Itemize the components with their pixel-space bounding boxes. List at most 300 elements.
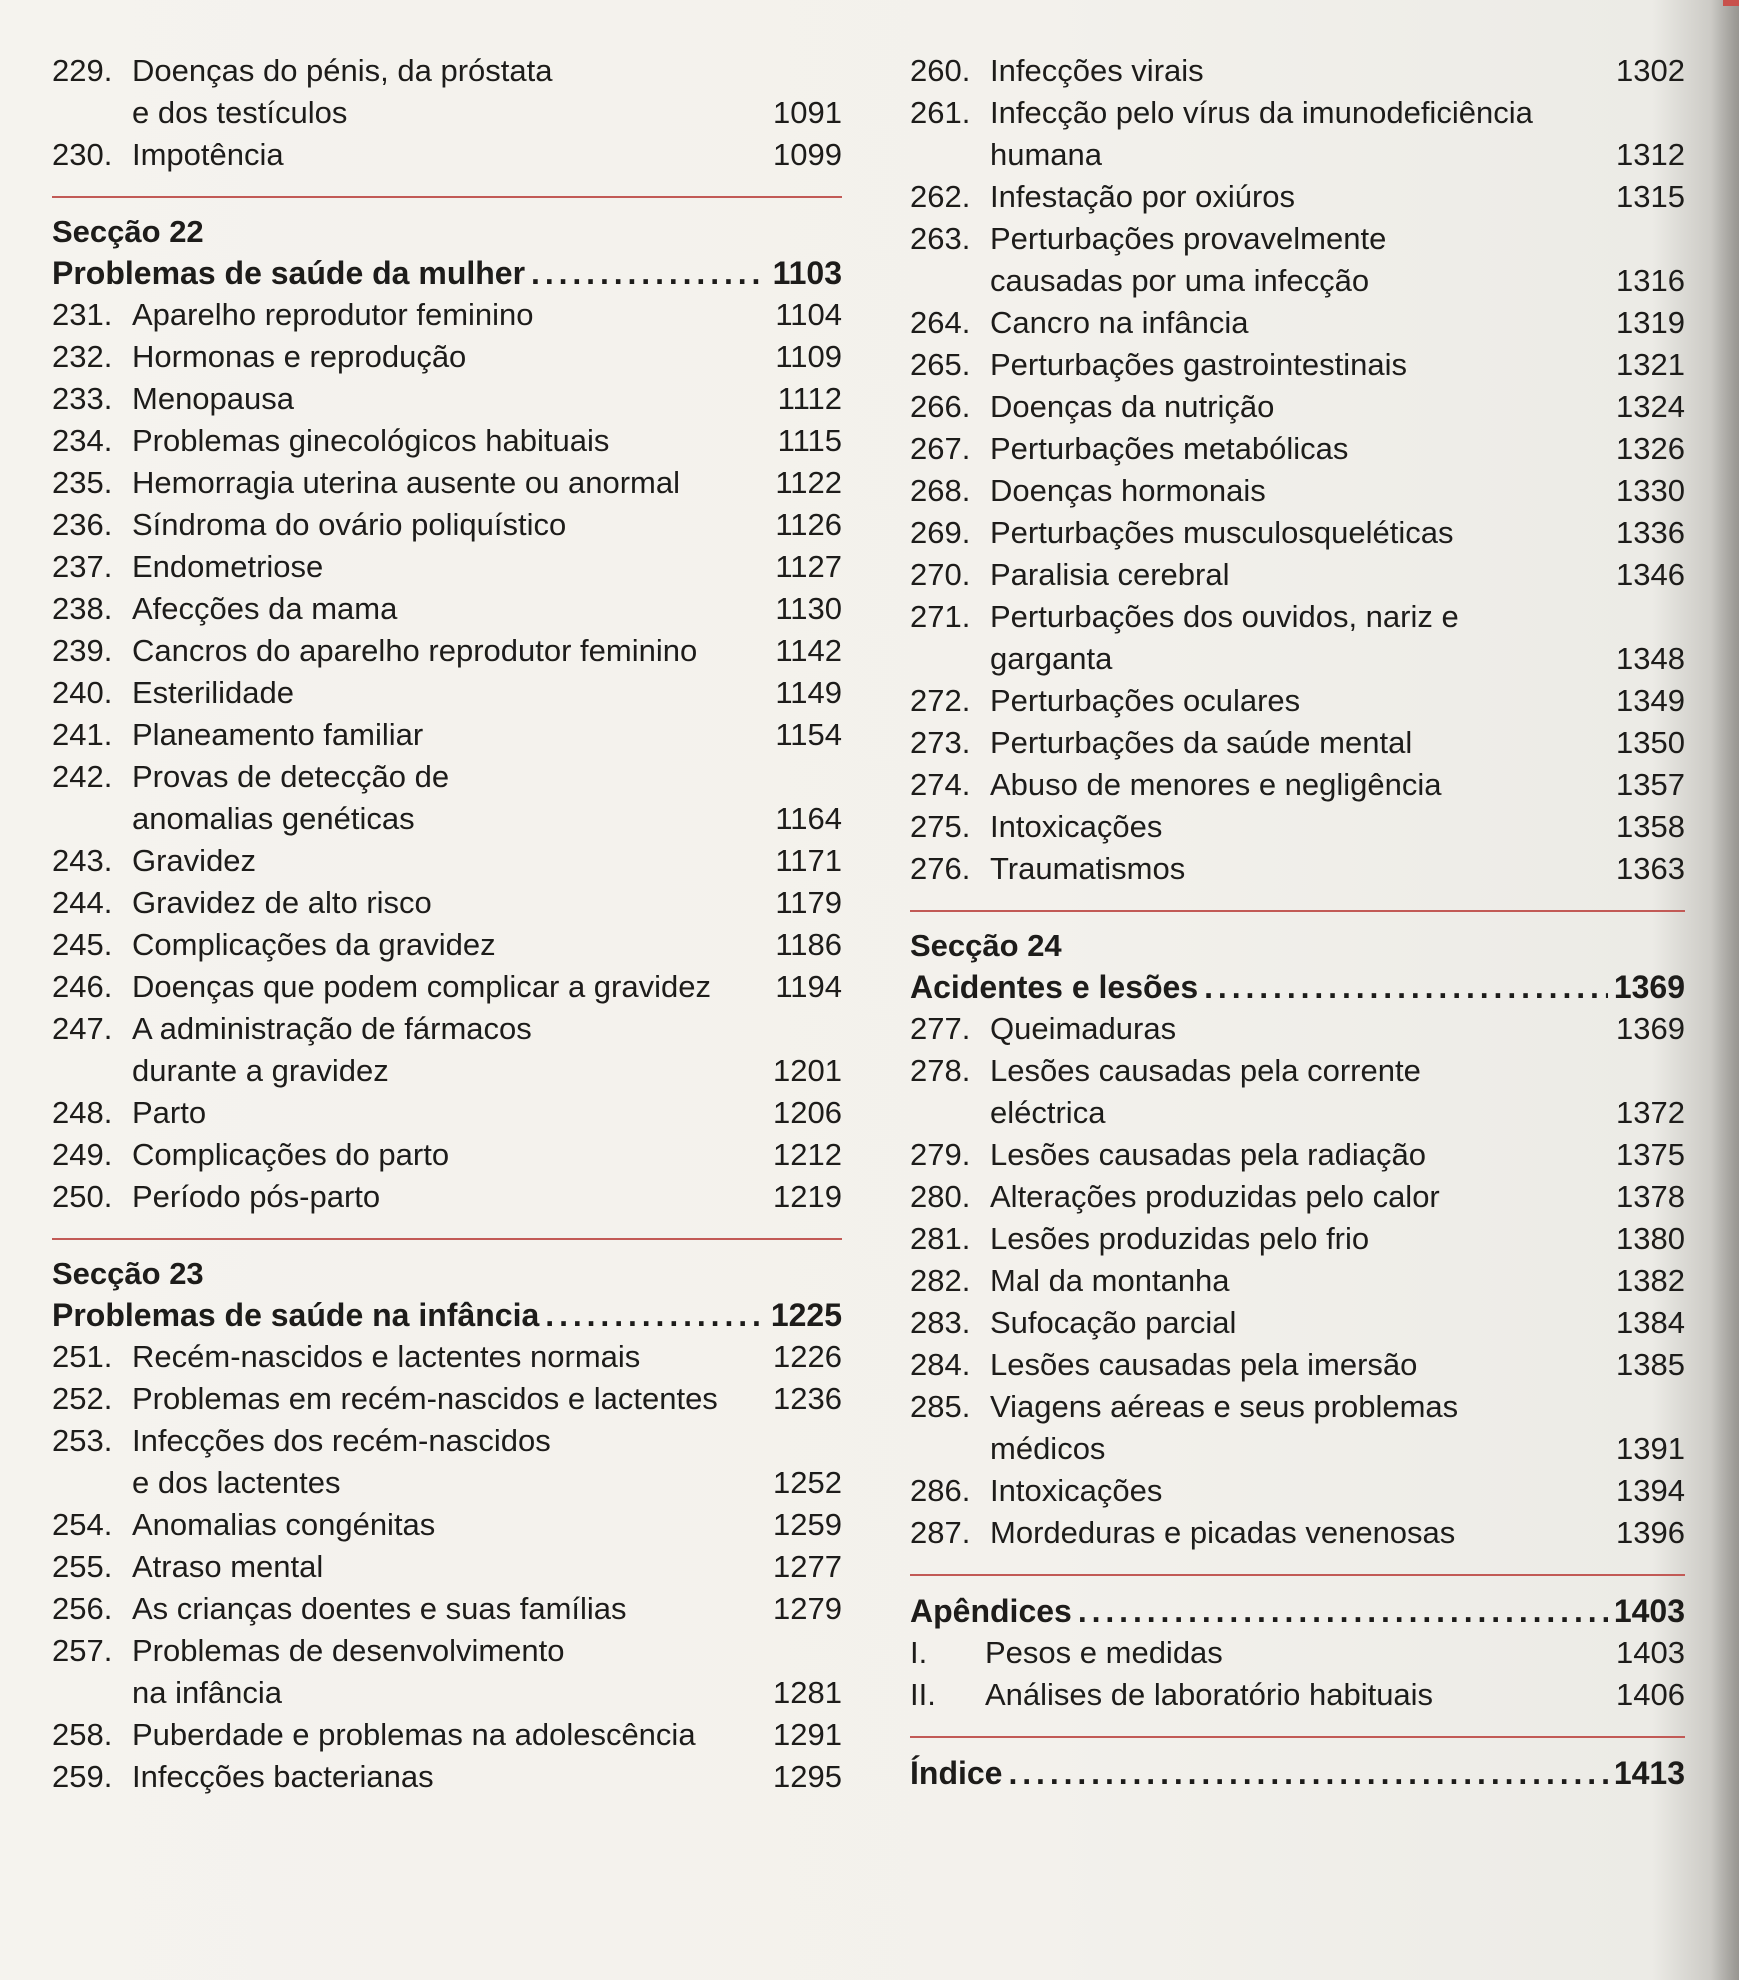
toc-entry-number: 278.	[910, 1053, 971, 1088]
leader-dots	[545, 1294, 765, 1336]
toc-entry-number: 258.	[52, 1717, 113, 1752]
toc-entry[interactable]	[910, 1218, 1685, 1260]
toc-entry-title-line: médicos	[990, 1431, 1106, 1466]
toc-entry-page: 1252	[773, 1465, 842, 1500]
toc-entry-title	[132, 1588, 762, 1630]
section-page-number: 1369	[1613, 969, 1685, 1005]
toc-entry-number: 252.	[52, 1381, 113, 1416]
toc-entry-number: II.	[910, 1677, 936, 1712]
section-divider	[52, 196, 842, 198]
toc-entry-title-line: Gravidez de alto risco	[132, 885, 432, 920]
toc-entry-page: 1349	[1616, 683, 1685, 718]
toc-entry-page: 1302	[1616, 53, 1685, 88]
toc-entry-number: 264.	[910, 305, 971, 340]
toc-entry-title-line: Planeamento familiar	[132, 717, 424, 752]
toc-entry-number: 271.	[910, 599, 971, 634]
toc-entry-page: 1330	[1616, 473, 1685, 508]
toc-entry-number: 244.	[52, 885, 113, 920]
toc-entry-number: 238.	[52, 591, 113, 626]
toc-entry-number: 243.	[52, 843, 113, 878]
toc-entry[interactable]	[910, 92, 1685, 176]
toc-entry-page: 1369	[1616, 1011, 1685, 1046]
toc-entry[interactable]	[52, 462, 842, 504]
toc-entry-title-line: e dos testículos	[132, 95, 348, 130]
toc-entry[interactable]	[52, 714, 842, 756]
toc-entry-title	[132, 1420, 762, 1504]
section-label: Secção 23	[52, 1256, 204, 1291]
toc-entry-number: 275.	[910, 809, 971, 844]
toc-entry[interactable]	[52, 1378, 842, 1420]
toc-entry-title-line: Afecções da mama	[132, 591, 398, 626]
toc-entry[interactable]	[910, 1050, 1685, 1134]
toc-entry-number: 235.	[52, 465, 113, 500]
section-title-text: Apêndices	[910, 1593, 1072, 1629]
toc-entry-title-line: Lesões causadas pela radiação	[990, 1137, 1427, 1172]
toc-entry[interactable]	[52, 378, 842, 420]
toc-entry-title	[990, 470, 1605, 512]
toc-entry-page: 1091	[773, 95, 842, 130]
section-title[interactable]	[910, 1590, 1685, 1632]
toc-entry-title	[132, 294, 762, 336]
toc-entry-page: 1277	[773, 1549, 842, 1584]
toc-entry-title	[990, 1470, 1605, 1512]
toc-entry-title	[990, 596, 1605, 680]
toc-entry-title-line: Hormonas e reprodução	[132, 339, 467, 374]
toc-entry[interactable]	[910, 1512, 1685, 1554]
toc-entry-title	[132, 840, 762, 882]
toc-group	[910, 1632, 1685, 1716]
toc-entry-page: 1363	[1616, 851, 1685, 886]
toc-entry-number: 270.	[910, 557, 971, 592]
toc-entry-number: 232.	[52, 339, 113, 374]
toc-entry-number: 263.	[910, 221, 971, 256]
toc-entry-title-line: Doenças hormonais	[990, 473, 1266, 508]
toc-entry-number: 274.	[910, 767, 971, 802]
toc-entry-title	[990, 1512, 1605, 1554]
toc-entry-title	[132, 588, 762, 630]
toc-entry-number: 257.	[52, 1633, 113, 1668]
section-title[interactable]	[910, 1752, 1685, 1794]
toc-entry-page: 1291	[773, 1717, 842, 1752]
toc-entry-title	[990, 1386, 1605, 1470]
toc-entry-number: 253.	[52, 1423, 113, 1458]
toc-entry[interactable]	[910, 344, 1685, 386]
toc-entry-page: 1375	[1616, 1137, 1685, 1172]
toc-group	[910, 50, 1685, 890]
toc-entry-title-line: Período pós-parto	[132, 1179, 381, 1214]
toc-entry-number: 276.	[910, 851, 971, 886]
toc-entry-page: 1179	[775, 885, 842, 920]
leader-dots	[531, 252, 767, 294]
toc-entry-page: 1380	[1616, 1221, 1685, 1256]
toc-entry-number: 239.	[52, 633, 113, 668]
page-corner-mark	[1723, 0, 1739, 6]
toc-entry-title-line: Lesões produzidas pelo frio	[990, 1221, 1370, 1256]
toc-entry-title	[132, 1008, 762, 1092]
section-title-text: Índice	[910, 1755, 1003, 1791]
leader-dots	[1008, 1752, 1607, 1794]
toc-entry-title-line: Provas de detecção de	[132, 759, 450, 794]
toc-entry-title-line: eléctrica	[990, 1095, 1106, 1130]
toc-entry-title	[132, 1378, 762, 1420]
toc-entry-title	[985, 1674, 1605, 1716]
toc-entry-page: 1394	[1616, 1473, 1685, 1508]
toc-entry[interactable]	[910, 428, 1685, 470]
toc-entry-title	[990, 512, 1605, 554]
toc-entry-title	[990, 1008, 1605, 1050]
toc-entry-title	[990, 1050, 1605, 1134]
toc-entry-title-line: Anomalias congénitas	[132, 1507, 436, 1542]
toc-entry[interactable]	[910, 50, 1685, 92]
section-label: Secção 24	[910, 928, 1062, 963]
toc-entry[interactable]	[52, 504, 842, 546]
toc-entry[interactable]	[52, 756, 842, 840]
toc-entry-title-line: Perturbações musculosqueléticas	[990, 515, 1454, 550]
toc-entry[interactable]	[52, 966, 842, 1008]
toc-entry-title-line: Menopausa	[132, 381, 295, 416]
toc-entry-title	[990, 1344, 1605, 1386]
leader-dots	[1078, 1590, 1608, 1632]
section-page-number: 1413	[1613, 1755, 1685, 1791]
toc-entry[interactable]	[52, 1714, 842, 1756]
toc-entry-page: 1350	[1616, 725, 1685, 760]
toc-entry[interactable]	[52, 672, 842, 714]
toc-entry-number: 282.	[910, 1263, 971, 1298]
toc-entry-title-line: Gravidez	[132, 843, 257, 878]
toc-entry[interactable]	[52, 1504, 842, 1546]
toc-entry-page: 1127	[775, 549, 842, 584]
toc-entry-number: 283.	[910, 1305, 971, 1340]
toc-entry[interactable]	[910, 1176, 1685, 1218]
toc-entry-title	[990, 302, 1605, 344]
toc-entry-number: 281.	[910, 1221, 971, 1256]
toc-entry-title	[990, 50, 1605, 92]
toc-entry[interactable]	[52, 1588, 842, 1630]
toc-entry-title	[132, 1546, 762, 1588]
toc-entry-title-line: Alterações produzidas pelo calor	[990, 1179, 1440, 1214]
toc-entry-page: 1099	[773, 137, 842, 172]
toc-entry[interactable]	[52, 294, 842, 336]
toc-entry-number: 259.	[52, 1759, 113, 1794]
toc-entry-page: 1336	[1616, 515, 1685, 550]
toc-entry[interactable]	[52, 1756, 842, 1798]
toc-entry[interactable]	[910, 1674, 1685, 1716]
toc-entry-page: 1385	[1616, 1347, 1685, 1382]
toc-entry-number: 249.	[52, 1137, 113, 1172]
toc-entry-page: 1201	[773, 1053, 842, 1088]
toc-entry-title	[985, 1632, 1605, 1674]
toc-entry-title-line: Infecções dos recém-nascidos	[132, 1423, 551, 1458]
toc-entry[interactable]	[52, 1134, 842, 1176]
toc-entry-number: 250.	[52, 1179, 113, 1214]
toc-entry[interactable]	[910, 1632, 1685, 1674]
toc-entry-title-line: Paralisia cerebral	[990, 557, 1230, 592]
toc-entry-page: 1382	[1616, 1263, 1685, 1298]
toc-entry[interactable]	[52, 1092, 842, 1134]
toc-entry[interactable]	[910, 1344, 1685, 1386]
toc-entry-title	[132, 1092, 762, 1134]
section-divider	[52, 1238, 842, 1240]
toc-entry-title-line: Traumatismos	[990, 851, 1186, 886]
toc-entry-page: 1281	[773, 1675, 842, 1710]
toc-entry-page: 1142	[775, 633, 842, 668]
toc-entry[interactable]	[52, 420, 842, 462]
toc-entry-title	[132, 1714, 762, 1756]
toc-entry-page: 1104	[775, 297, 842, 332]
toc-entry-title-line: Intoxicações	[990, 809, 1163, 844]
toc-entry-title	[132, 756, 762, 840]
toc-entry-number: 286.	[910, 1473, 971, 1508]
toc-right-column	[910, 50, 1685, 1794]
toc-entry-title-line: Perturbações oculares	[990, 683, 1301, 718]
toc-entry-page: 1403	[1616, 1635, 1685, 1670]
toc-entry-title-line: Recém-nascidos e lactentes normais	[132, 1339, 641, 1374]
toc-entry-number: 247.	[52, 1011, 113, 1046]
toc-entry[interactable]	[910, 596, 1685, 680]
toc-group	[52, 1336, 842, 1798]
leader-dots	[1204, 966, 1608, 1008]
toc-entry[interactable]	[910, 1470, 1685, 1512]
toc-entry[interactable]	[52, 630, 842, 672]
toc-entry-title	[990, 680, 1605, 722]
toc-entry-title-line: Mal da montanha	[990, 1263, 1230, 1298]
toc-entry-title	[132, 714, 762, 756]
toc-entry-title-line: Doenças da nutrição	[990, 389, 1275, 424]
section-title-text: Problemas de saúde na infância	[52, 1297, 540, 1333]
toc-entry-title-line: Impotência	[132, 137, 284, 172]
toc-entry-page: 1396	[1616, 1515, 1685, 1550]
toc-entry-title-line: Cancro na infância	[990, 305, 1249, 340]
toc-entry[interactable]	[52, 1630, 842, 1714]
toc-entry-number: 280.	[910, 1179, 971, 1214]
toc-entry-title-line: Perturbações gastrointestinais	[990, 347, 1408, 382]
toc-entry[interactable]	[910, 386, 1685, 428]
toc-entry-page: 1206	[773, 1095, 842, 1130]
toc-entry-title	[132, 134, 762, 176]
toc-entry-title	[990, 1302, 1605, 1344]
toc-entry[interactable]	[52, 1008, 842, 1092]
toc-entry-title-line: Análises de laboratório habituais	[985, 1677, 1434, 1712]
page-edge-shadow	[1711, 0, 1739, 1980]
toc-entry-title-line: Perturbações dos ouvidos, nariz e	[990, 599, 1459, 634]
toc-entry-page: 1378	[1616, 1179, 1685, 1214]
toc-entry-number: 279.	[910, 1137, 971, 1172]
toc-entry-number: 265.	[910, 347, 971, 382]
toc-entry-page: 1312	[1616, 137, 1685, 172]
toc-entry-page: 1236	[773, 1381, 842, 1416]
toc-entry[interactable]	[910, 1260, 1685, 1302]
toc-entry-title-line: Infecção pelo vírus da imunodeficiência	[990, 95, 1533, 130]
section-page-number: 1225	[770, 1297, 842, 1333]
toc-entry[interactable]	[910, 302, 1685, 344]
toc-group	[52, 294, 842, 1218]
toc-entry-page: 1154	[775, 717, 842, 752]
toc-entry-title-line: garganta	[990, 641, 1113, 676]
toc-entry-title-line: Problemas ginecológicos habituais	[132, 423, 610, 458]
toc-entry-title	[132, 630, 762, 672]
toc-entry-title	[990, 764, 1605, 806]
toc-entry-number: 240.	[52, 675, 113, 710]
toc-entry[interactable]	[52, 1546, 842, 1588]
toc-entry[interactable]	[910, 848, 1685, 890]
toc-entry-title	[990, 344, 1605, 386]
toc-entry-title-line: Aparelho reprodutor feminino	[132, 297, 534, 332]
toc-entry-title-line: Lesões causadas pela imersão	[990, 1347, 1418, 1382]
toc-entry-number: 268.	[910, 473, 971, 508]
toc-entry-number: 272.	[910, 683, 971, 718]
toc-entry-title-line: Infestação por oxiúros	[990, 179, 1296, 214]
section-title[interactable]	[52, 252, 842, 294]
toc-entry[interactable]	[910, 554, 1685, 596]
toc-entry[interactable]	[910, 1008, 1685, 1050]
toc-entry-number: I.	[910, 1635, 928, 1670]
toc-entry[interactable]	[910, 218, 1685, 302]
toc-entry-title-line: Complicações da gravidez	[132, 927, 496, 962]
section-divider	[910, 910, 1685, 912]
toc-entry-number: 234.	[52, 423, 113, 458]
toc-entry-page: 1372	[1616, 1095, 1685, 1130]
toc-entry-page: 1186	[775, 927, 842, 962]
toc-entry[interactable]	[52, 1336, 842, 1378]
toc-entry-title	[132, 378, 762, 420]
toc-entry-title	[132, 1630, 762, 1714]
toc-entry-title-line: As crianças doentes e suas famílias	[132, 1591, 627, 1626]
toc-entry-number: 248.	[52, 1095, 113, 1130]
toc-entry-number: 261.	[910, 95, 971, 130]
toc-entry-title-line: humana	[990, 137, 1103, 172]
toc-entry[interactable]	[910, 1386, 1685, 1470]
toc-entry-title-line: Viagens aéreas e seus problemas	[990, 1389, 1459, 1424]
toc-entry-number: 284.	[910, 1347, 971, 1382]
toc-entry[interactable]	[910, 764, 1685, 806]
toc-entry-number: 236.	[52, 507, 113, 542]
toc-entry-title-line: Perturbações metabólicas	[990, 431, 1349, 466]
toc-entry-title-line: Síndroma do ovário poliquístico	[132, 507, 567, 542]
toc-entry-number: 251.	[52, 1339, 113, 1374]
toc-entry-page: 1326	[1616, 431, 1685, 466]
toc-entry-title	[990, 554, 1605, 596]
toc-entry-title-line: Queimaduras	[990, 1011, 1177, 1046]
toc-entry[interactable]	[52, 882, 842, 924]
toc-entry-title	[990, 806, 1605, 848]
toc-entry-number: 237.	[52, 549, 113, 584]
toc-entry[interactable]	[52, 50, 842, 134]
section-title-text: Problemas de saúde da mulher	[52, 255, 526, 291]
toc-entry-page: 1122	[775, 465, 842, 500]
toc-entry-page: 1112	[777, 381, 842, 416]
toc-entry-page: 1315	[1616, 179, 1685, 214]
toc-entry-title	[132, 1504, 762, 1546]
toc-entry[interactable]	[52, 336, 842, 378]
toc-entry[interactable]	[910, 680, 1685, 722]
toc-entry-number: 285.	[910, 1389, 971, 1424]
toc-entry-title-line: A administração de fármacos	[132, 1011, 532, 1046]
toc-entry-number: 260.	[910, 53, 971, 88]
toc-entry[interactable]	[52, 924, 842, 966]
toc-entry-title-line: Perturbações da saúde mental	[990, 725, 1413, 760]
toc-entry-title-line: Hemorragia uterina ausente ou anormal	[132, 465, 680, 500]
toc-entry-title	[132, 672, 762, 714]
toc-entry-number: 229.	[52, 53, 113, 88]
toc-entry[interactable]	[910, 722, 1685, 764]
toc-entry-title-line: Puberdade e problemas na adolescência	[132, 1717, 696, 1752]
toc-entry-page: 1226	[773, 1339, 842, 1374]
toc-entry[interactable]	[52, 1176, 842, 1218]
toc-entry-title-line: Complicações do parto	[132, 1137, 450, 1172]
toc-entry[interactable]	[910, 1302, 1685, 1344]
toc-entry-title-line: Parto	[132, 1095, 207, 1130]
toc-entry-title-line: Infecções bacterianas	[132, 1759, 434, 1794]
toc-entry-title-line: anomalias genéticas	[132, 801, 415, 836]
section-title[interactable]	[52, 1294, 842, 1336]
toc-entry-page: 1212	[773, 1137, 842, 1172]
toc-entry[interactable]	[52, 1420, 842, 1504]
section-divider	[910, 1736, 1685, 1738]
toc-entry-number: 277.	[910, 1011, 971, 1046]
toc-entry-page: 1130	[775, 591, 842, 626]
toc-group	[910, 1008, 1685, 1554]
toc-entry-number: 245.	[52, 927, 113, 962]
toc-entry-title	[990, 1134, 1605, 1176]
toc-entry-page: 1321	[1616, 347, 1685, 382]
toc-entry-page: 1357	[1616, 767, 1685, 802]
toc-entry-number: 231.	[52, 297, 113, 332]
toc-entry-title	[990, 92, 1605, 176]
toc-entry[interactable]	[910, 470, 1685, 512]
toc-entry-title-line: Doenças que podem complicar a gravidez	[132, 969, 711, 1004]
toc-entry-page: 1219	[773, 1179, 842, 1214]
toc-entry[interactable]	[52, 588, 842, 630]
toc-entry-title	[132, 504, 762, 546]
toc-entry[interactable]	[910, 512, 1685, 554]
toc-entry-title	[132, 966, 762, 1008]
toc-entry-title	[990, 1218, 1605, 1260]
toc-entry[interactable]	[52, 134, 842, 176]
toc-entry[interactable]	[52, 840, 842, 882]
toc-entry-title-line: e dos lactentes	[132, 1465, 341, 1500]
toc-entry-page: 1279	[773, 1591, 842, 1626]
toc-entry-title	[132, 546, 762, 588]
toc-entry-page: 1295	[773, 1759, 842, 1794]
toc-entry-title	[990, 218, 1605, 302]
toc-entry-page: 1348	[1616, 641, 1685, 676]
toc-entry-title-line: Abuso de menores e negligência	[990, 767, 1442, 802]
toc-entry-number: 230.	[52, 137, 113, 172]
toc-entry-title-line: Perturbações provavelmente	[990, 221, 1387, 256]
toc-entry-page: 1346	[1616, 557, 1685, 592]
toc-entry-title	[132, 1336, 762, 1378]
toc-entry[interactable]	[910, 1134, 1685, 1176]
toc-entry[interactable]	[52, 546, 842, 588]
toc-entry-number: 287.	[910, 1515, 971, 1550]
toc-left-column	[52, 50, 842, 1798]
toc-entry-title	[990, 848, 1605, 890]
section-title-text: Acidentes e lesões	[910, 969, 1199, 1005]
toc-entry-title	[990, 722, 1605, 764]
toc-entry-page: 1391	[1616, 1431, 1685, 1466]
toc-entry-title-line: Intoxicações	[990, 1473, 1163, 1508]
toc-entry[interactable]	[910, 176, 1685, 218]
toc-entry-number: 241.	[52, 717, 113, 752]
section-title[interactable]	[910, 966, 1685, 1008]
toc-entry-number: 233.	[52, 381, 113, 416]
toc-entry-title-line: Problemas de desenvolvimento	[132, 1633, 565, 1668]
toc-entry-page: 1171	[775, 843, 842, 878]
toc-entry-page: 1319	[1616, 305, 1685, 340]
toc-entry[interactable]	[910, 806, 1685, 848]
toc-entry-title-line: Doenças do pénis, da próstata	[132, 53, 553, 88]
toc-entry-title-line: Cancros do aparelho reprodutor feminino	[132, 633, 698, 668]
